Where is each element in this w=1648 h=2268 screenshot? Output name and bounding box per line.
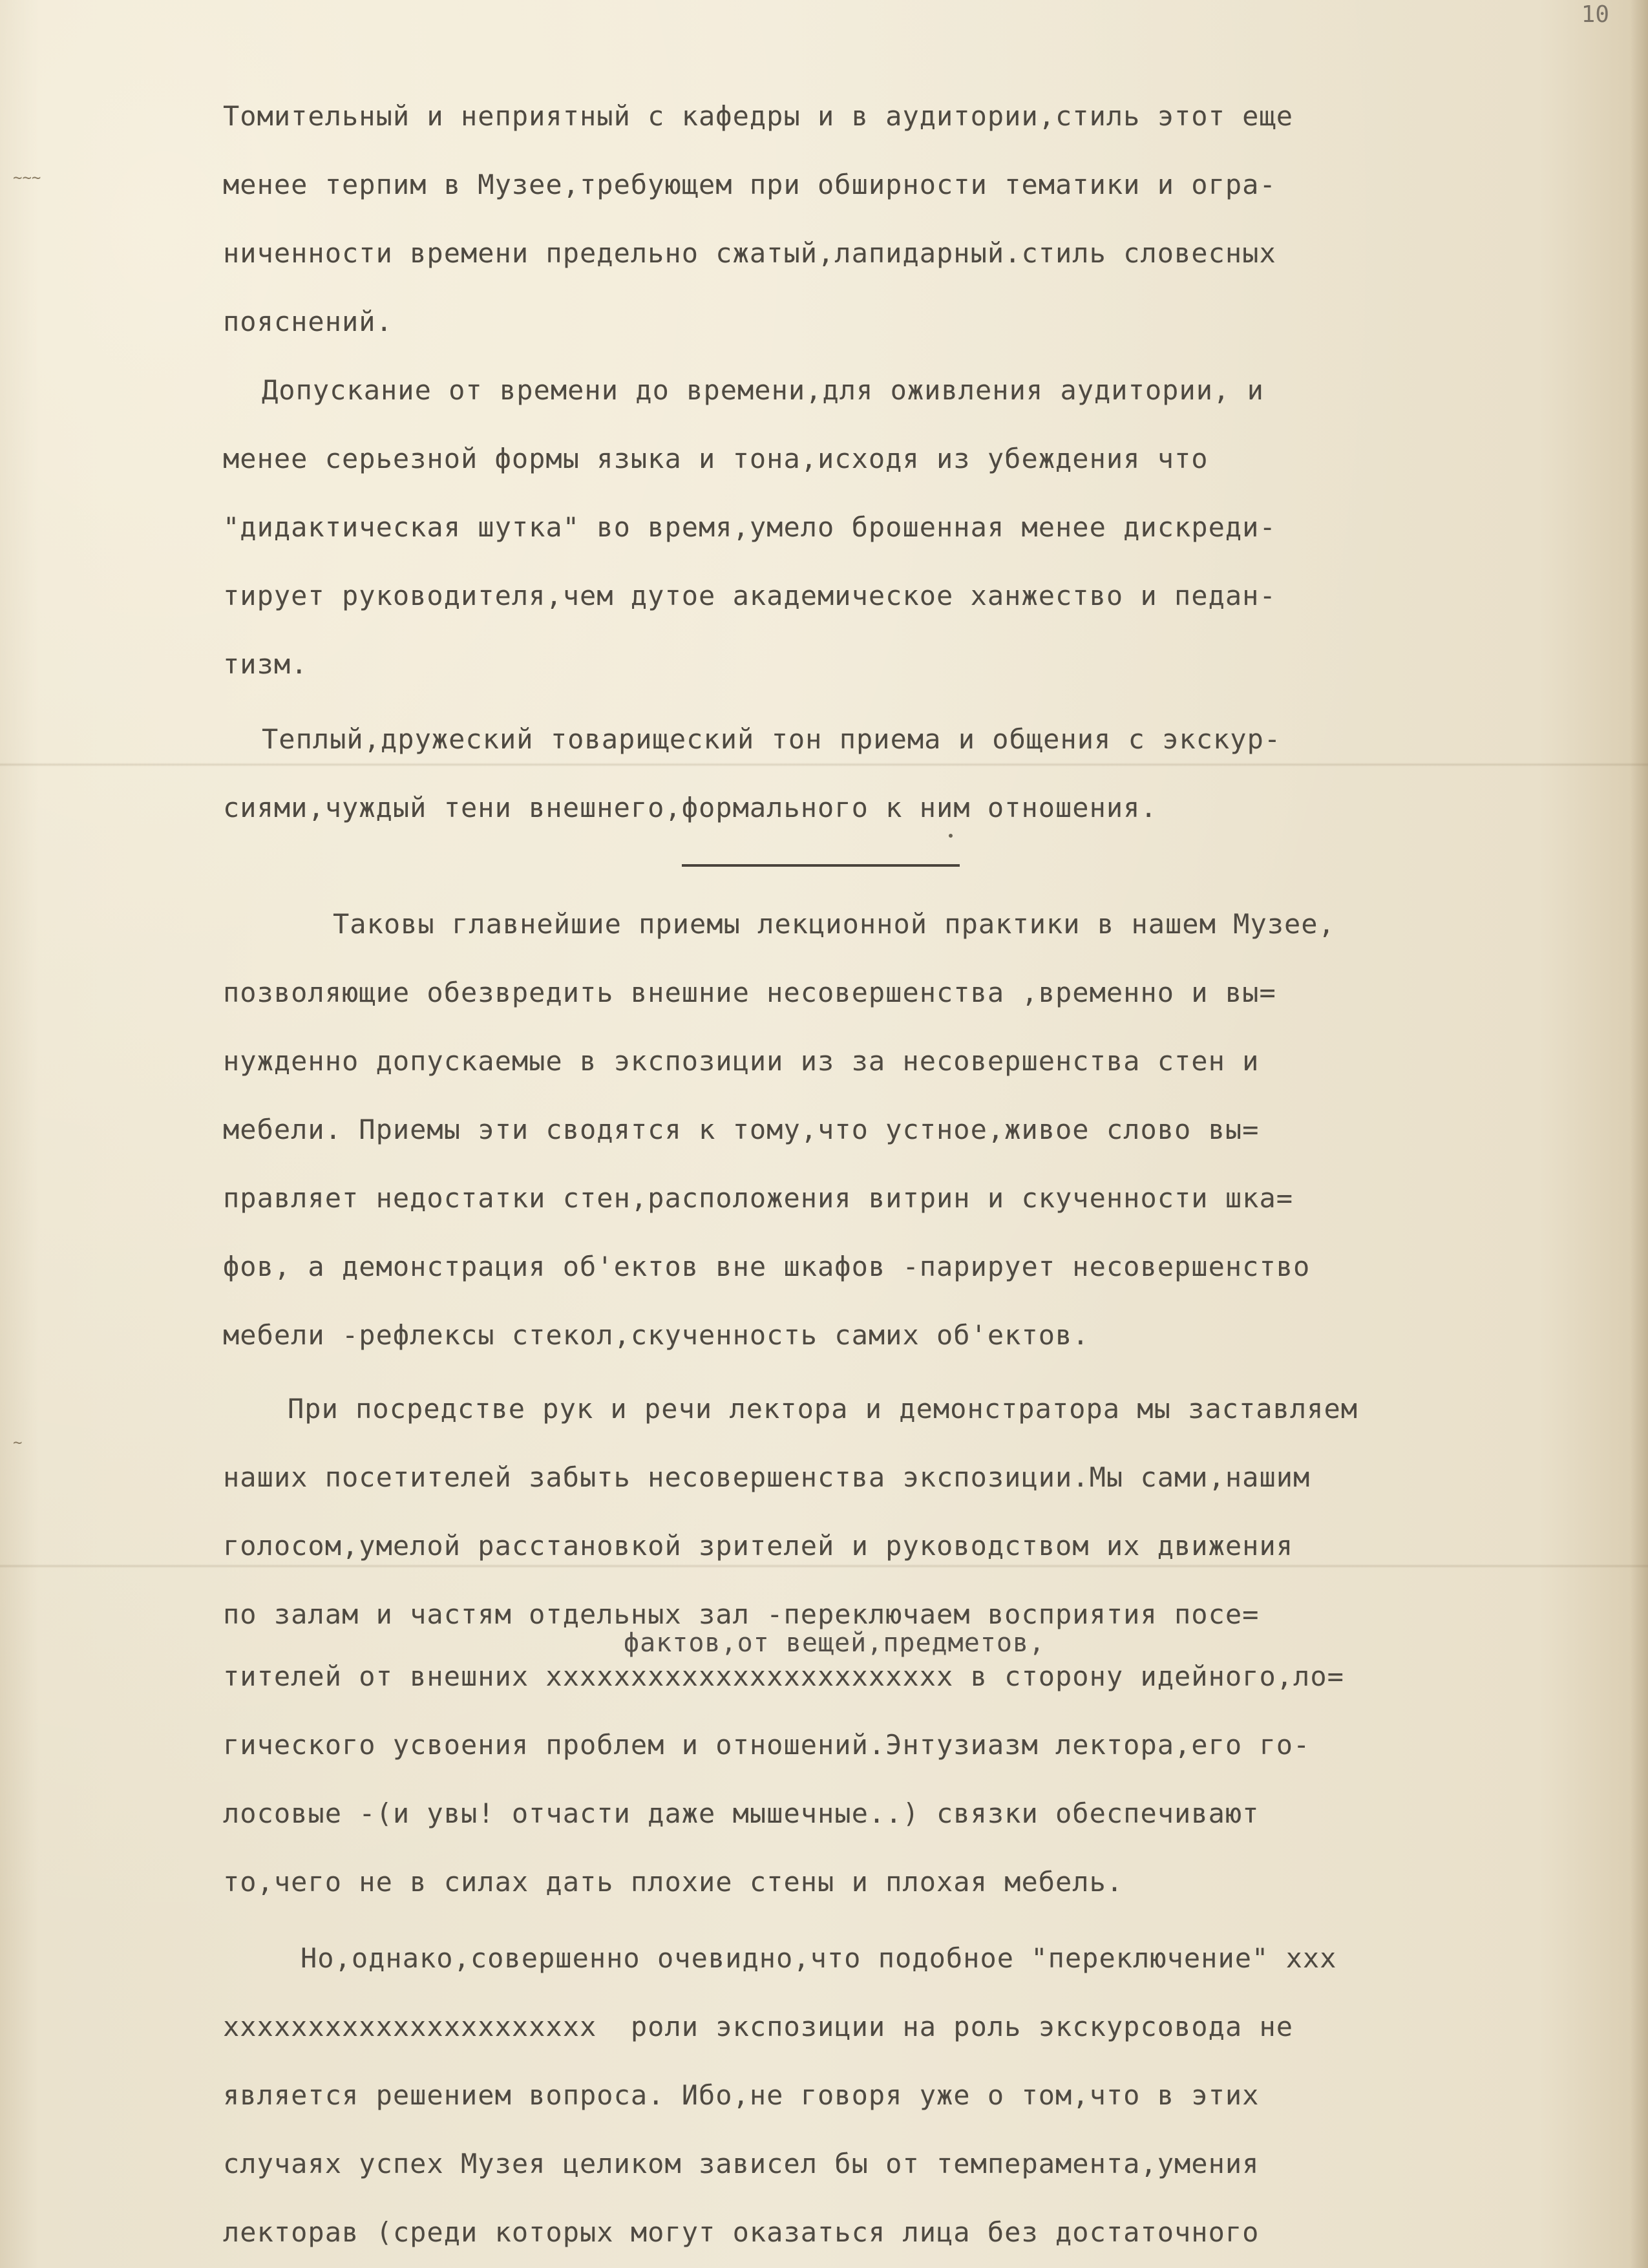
paper-edge-shadow xyxy=(1630,0,1648,2268)
paper-tear-mark: ~ xyxy=(13,1434,23,1452)
text-line: Но,однако,совершенно очевидно,что подобное "переключение" xxx xyxy=(301,1942,1337,1974)
text-line: тителей от внешних xxxxxxxxxxxxxxxxxxxxxxxx в сторону идейного,ло= xyxy=(223,1660,1344,1692)
text-line: "дидактическая шутка" во время,умело брошенная менее дискреди- xyxy=(223,511,1276,543)
text-line: фов, а демонстрация об'ектов вне шкафов -парирует несовершенство xyxy=(223,1251,1311,1282)
ink-spot xyxy=(949,834,953,838)
text-line: нужденно допускаемые в экспозиции из за несовершенства стен и xyxy=(223,1045,1260,1077)
text-line: Теплый,дружеский товарищеский тон приема и общения с экскур- xyxy=(262,723,1282,755)
text-line: позволяющие обезвредить внешние несовершенства ,временно и вы= xyxy=(223,977,1276,1008)
text-line: мебели -рефлексы стекол,скученность самих об'ектов. xyxy=(223,1319,1090,1351)
paper-tear-mark: ~~~ xyxy=(13,169,41,187)
text-line: ниченности времени предельно сжатый,лапидарный.стиль словесных xyxy=(223,237,1276,269)
text-line: Томительный и неприятный с кафедры и в аудитории,стиль этот еще xyxy=(223,100,1294,132)
corner-mark: 10 xyxy=(1581,1,1609,28)
text-line: гического усвоения проблем и отношений.Энтузиазм лектора,его го- xyxy=(223,1729,1311,1761)
text-line: пояснений. xyxy=(223,306,393,337)
paper-fold xyxy=(0,763,1648,767)
text-line: При посредстве рук и речи лектора и демонстратора мы заставляем xyxy=(288,1393,1358,1425)
text-line: xxxxxxxxxxxxxxxxxxxxxx роли экспозиции на роль экскурсовода не xyxy=(223,2011,1294,2042)
text-line: случаях успех Музея целиком зависел бы от темперамента,умения xyxy=(223,2148,1260,2179)
text-line: является решением вопроса. Ибо,не говоря уже о том,что в этих xyxy=(223,2079,1260,2111)
text-line: Таковы главнейшие приемы лекционной практики в нашем Музее, xyxy=(333,908,1335,940)
text-line: правляет недостатки стен,расположения витрин и скученности шка= xyxy=(223,1182,1294,1214)
text-line: лекторав (среди которых могут оказаться лица без достаточного xyxy=(223,2216,1260,2248)
text-line: Допускание от времени до времени,для оживления аудитории, и xyxy=(262,374,1264,406)
text-line: по залам и частям отдельных зал -переключаем восприятия посе= xyxy=(223,1598,1260,1630)
handwritten-insertion: фактов,от вещей,предметов, xyxy=(624,1628,1046,1658)
text-line: менее серьезной формы языка и тона,исходя из убеждения что xyxy=(223,443,1209,474)
text-line: менее терпим в Музее,требующем при обширности тематики и огра- xyxy=(223,169,1276,200)
text-line: тизм. xyxy=(223,648,308,680)
text-line: лосовые -(и увы! отчасти даже мышечные..) связки обеспечивают xyxy=(223,1797,1260,1829)
text-line: мебели. Приемы эти сводятся к тому,что устное,живое слово вы= xyxy=(223,1114,1260,1145)
text-line: наших посетителей забыть несовершенства экспозиции.Мы сами,нашим xyxy=(223,1461,1311,1493)
section-divider xyxy=(682,864,960,867)
text-line: голосом,умелой расстановкой зрителей и руководством их движения xyxy=(223,1530,1294,1562)
text-line: тирует руководителя,чем дутое академическое ханжество и педан- xyxy=(223,580,1276,611)
text-line: сиями,чуждый тени внешнего,формального к ним отношения. xyxy=(223,792,1157,823)
text-line: то,чего не в силах дать плохие стены и плохая мебель. xyxy=(223,1866,1124,1898)
